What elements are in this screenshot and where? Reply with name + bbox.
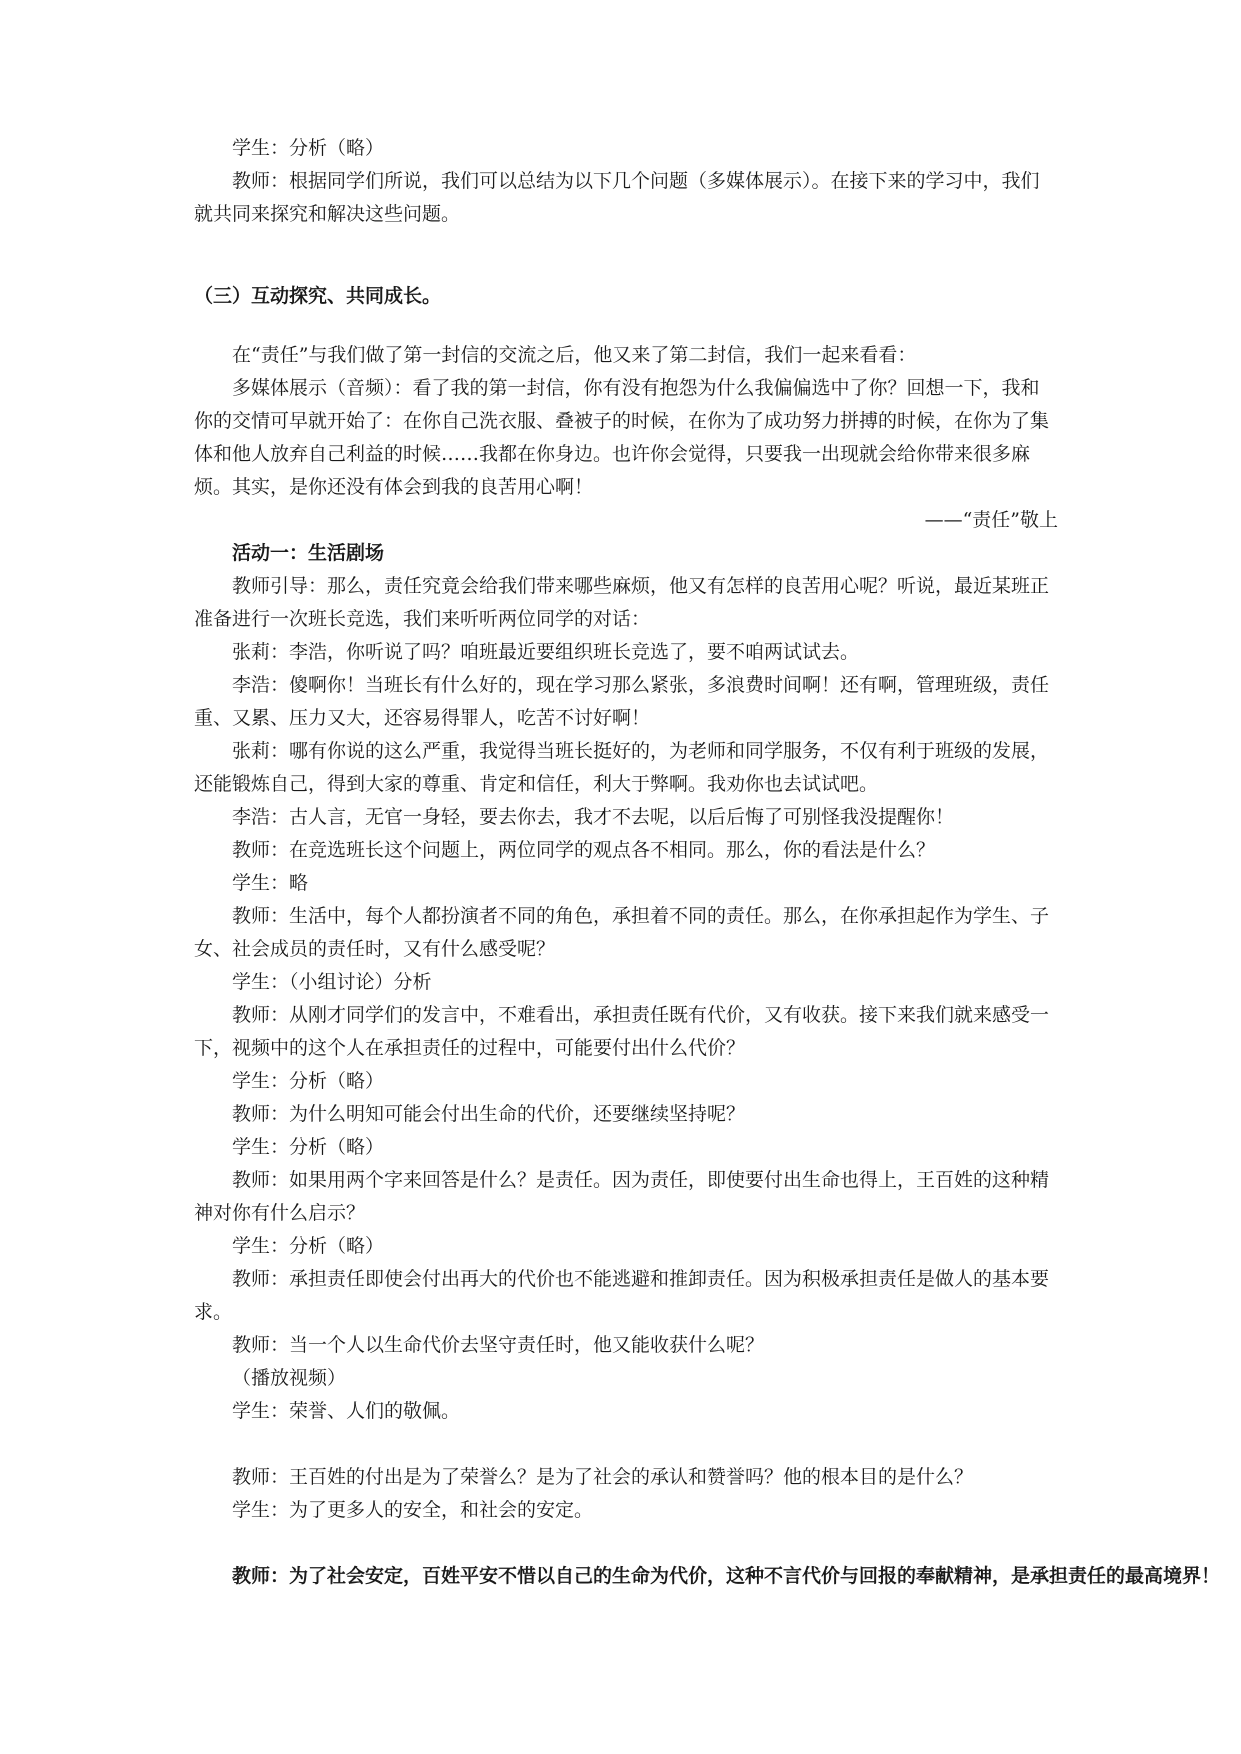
paragraph: 学生：（小组讨论）分析 (232, 971, 432, 993)
paragraph: 教师：在竞选班长这个问题上，两位同学的观点各不相同。那么，你的看法是什么？ (232, 839, 936, 861)
audio-letter-paragraph: 多媒体展示（音频）：看了我的第一封信，你有没有抱怨为什么我偏偏选中了你？回想一下，我和你的交情可早就开始了：在你自己洗衣服、叠被子的时候，在你为了成功努力拼搏的时候，在你为了集体和他人放弃自己利益的时候……我都在你身边。也许你会觉得，只要我一出现就会给你带来很多麻烦。其实，是你还没有体会到我的良苦用心啊！ (194, 377, 1050, 498)
paragraph: 教师：当一个人以生命代价去坚守责任时，他又能收获什么呢？ (232, 1334, 765, 1356)
paragraph: 教师：王百姓的付出是为了荣誉么？是为了社会的承认和赞誉吗？他的根本目的是什么？ (232, 1466, 974, 1488)
paragraph: 学生：分析（略） (232, 1070, 385, 1092)
activity-heading: 活动一：生活剧场 (232, 542, 385, 564)
dialogue-line: 李浩：傻啊你！当班长有什么好的，现在学习那么紧张，多浪费时间啊！还有啊，管理班级，责任重、又累、压力又大，还容易得罪人，吃苦不讨好啊！ (194, 674, 1050, 729)
section-heading: （三）互动探究、共同成长。 (194, 285, 442, 307)
activity-heading: 教师：为了社会安定，百姓平安不惜以自己的生命为代价，这种不言代价与回报的奉献精神，是承担责任的最高境界！ (232, 1565, 1221, 1587)
paragraph: 学生：分析（略） (232, 1235, 385, 1257)
paragraph: 学生：分析（略） (232, 1136, 385, 1158)
paragraph: 教师：为什么明知可能会付出生命的代价，还要继续坚持呢？ (232, 1103, 746, 1125)
paragraph: 教师：生活中，每个人都扮演者不同的角色，承担着不同的责任。那么，在你承担起作为学生、子女、社会成员的责任时，又有什么感受呢？ (194, 905, 1050, 960)
dialogue-line: 李浩：古人言，无官一身轻，要去你去，我才不去呢，以后后悔了可别怪我没提醒你！ (232, 806, 955, 828)
paragraph: 教师：根据同学们所说，我们可以总结为以下几个问题（多媒体展示）。在接下来的学习中，我们就共同来探究和解决这些问题。 (194, 170, 1040, 225)
paragraph: 学生：荣誉、人们的敬佩。 (232, 1400, 461, 1422)
paragraph: 学生：略 (232, 872, 309, 894)
paragraph: 教师：从刚才同学们的发言中，不难看出，承担责任既有代价，又有收获。接下来我们就来感受一下，视频中的这个人在承担责任的过程中，可能要付出什么代价？ (194, 1004, 1050, 1059)
paragraph: 教师引导：那么，责任究竟会给我们带来哪些麻烦，他又有怎样的良苦用心呢？听说，最近某班正准备进行一次班长竞选，我们来听听两位同学的对话： (194, 575, 1050, 630)
dialogue-line: 张莉：哪有你说的这么严重，我觉得当班长挺好的，为老师和同学服务，不仅有利于班级的发展，还能锻炼自己，得到大家的尊重、肯定和信任，利大于弊啊。我劝你也去试试吧。 (194, 740, 1050, 795)
paragraph: 教师：如果用两个字来回答是什么？是责任。因为责任，即使要付出生命也得上，王百姓的这种精神对你有什么启示？ (194, 1169, 1050, 1224)
paragraph: （播放视频） (232, 1367, 347, 1389)
paragraph: 学生：分析（略） (232, 137, 385, 159)
dialogue-line: 张莉：李浩，你听说了吗？咱班最近要组织班长竞选了，要不咱两试试去。 (232, 641, 860, 663)
paragraph: 学生：为了更多人的安全，和社会的安定。 (232, 1499, 594, 1521)
letter-signature: ——“责任”敬上 (924, 509, 1058, 531)
paragraph: 教师：承担责任即使会付出再大的代价也不能逃避和推卸责任。因为积极承担责任是做人的基本要求。 (194, 1268, 1050, 1323)
paragraph: 在“责任”与我们做了第一封信的交流之后，他又来了第二封信，我们一起来看看： (232, 344, 917, 366)
